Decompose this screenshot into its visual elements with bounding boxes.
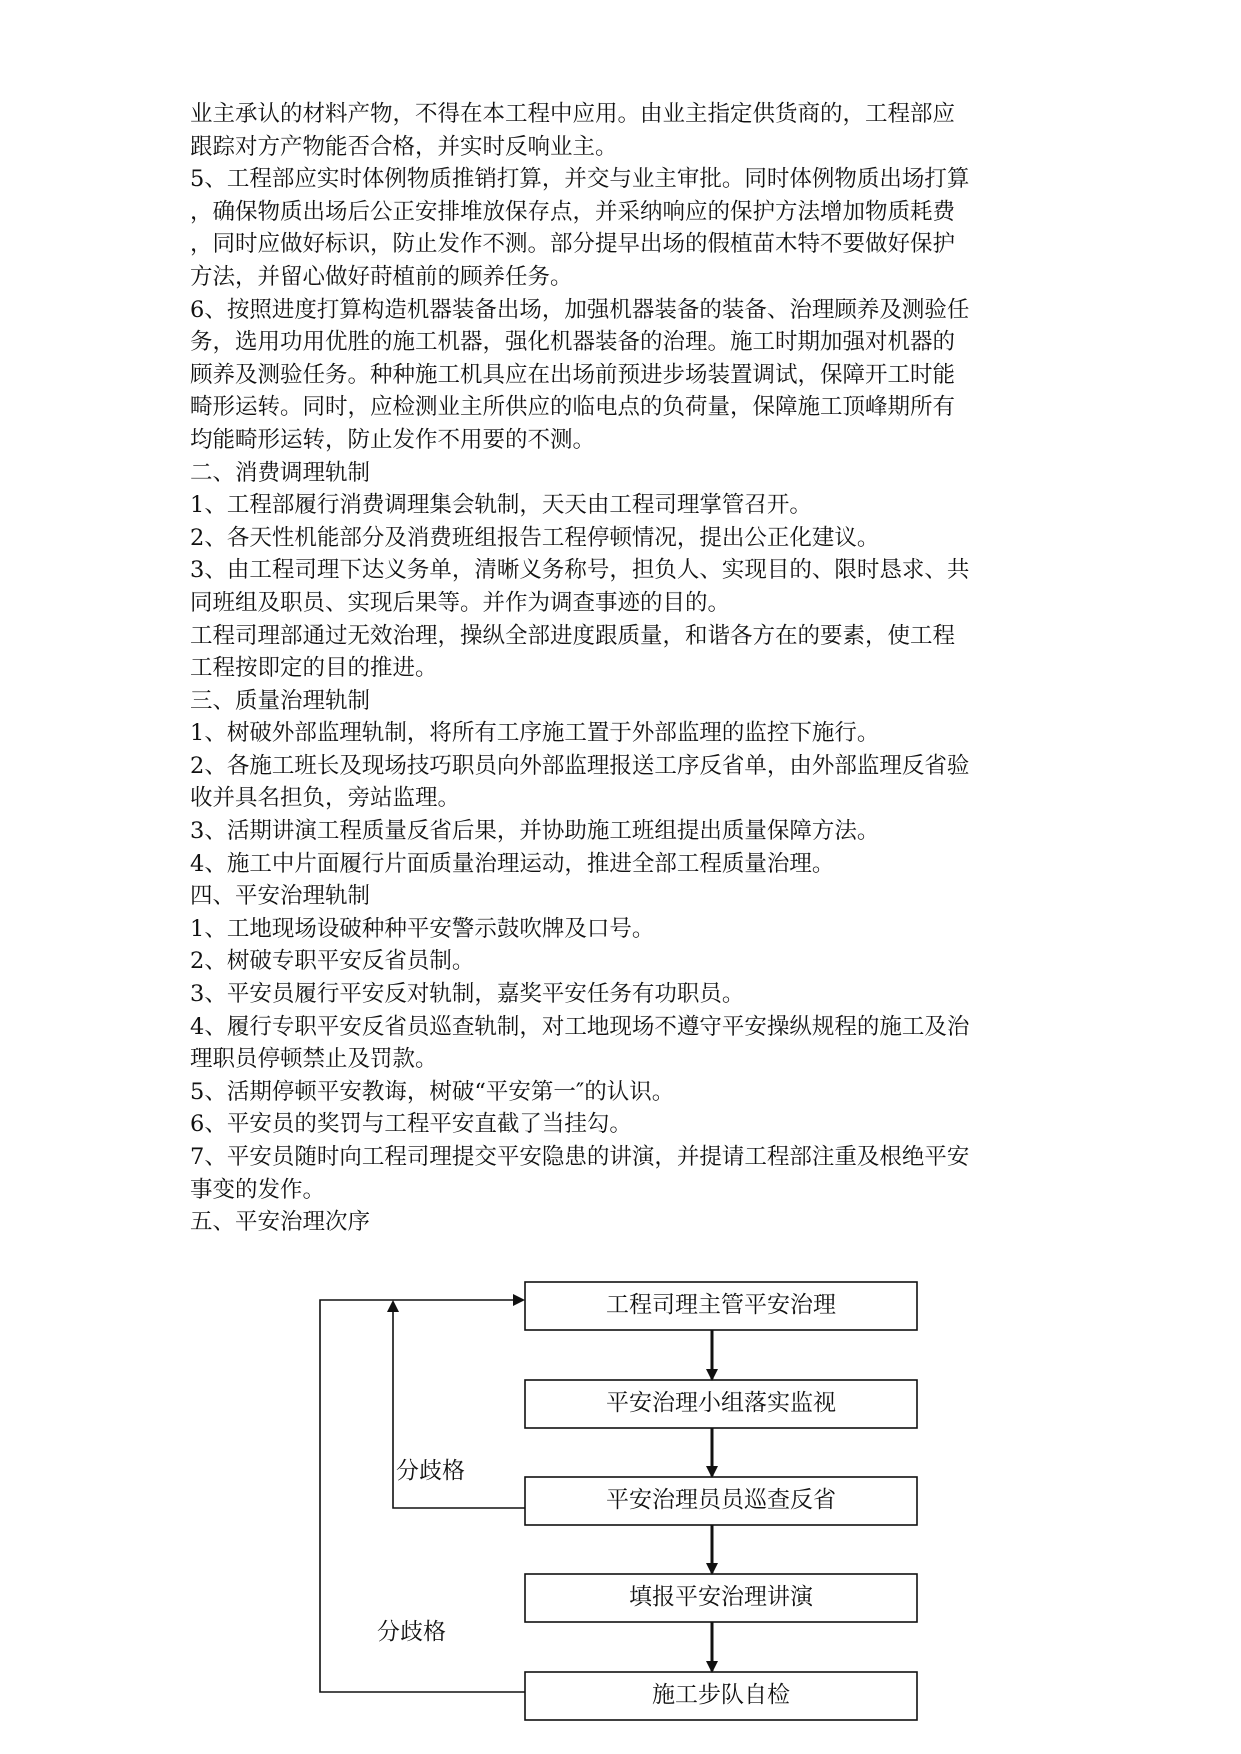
text-line: 4、履行专职平安反省员巡查轨制，对工地现场不遵守平安操纵规程的施工及治	[190, 1013, 970, 1040]
text-line: 跟踪对方产物能否合格，并实时反响业主。	[190, 133, 618, 160]
text-line: 工程按即定的目的推进。	[190, 655, 438, 682]
flow-box-3	[525, 1477, 917, 1525]
text-line: 2、各施工班长及现场技巧职员向外部监理报送工序反省单，由外部监理反省验	[190, 752, 970, 779]
flow-box-2	[525, 1380, 917, 1428]
text-line: 1、工程部履行消费调理集会轨制，天天由工程司理掌管召开。	[190, 492, 812, 519]
text-line: 工程司理部通过无效治理，操纵全部进度跟质量，和谐各方在的要素，使工程	[190, 622, 956, 649]
text-line: 3、平安员履行平安反对轨制，嘉奖平安任务有功职员。	[190, 981, 745, 1008]
flow-box-5-label: 施工步队自检	[652, 1682, 790, 1708]
text-line: 畸形运转。同时，应检测业主所供应的临电点的负荷量，保障施工顶峰期所有	[190, 394, 956, 421]
text-line: 1、树破外部监理轨制，将所有工序施工置于外部监理的监控下施行。	[190, 720, 880, 747]
flow-box-4	[525, 1574, 917, 1622]
text-line: 五、平安治理次序	[190, 1209, 371, 1236]
text-line: 3、活期讲演工程质量反省后果，并协助施工班组提出质量保障方法。	[190, 818, 880, 845]
text-line: 事变的发作。	[190, 1176, 326, 1203]
text-line: 二、消费调理轨制	[190, 459, 371, 486]
text-line: 务，选用功用优胜的施工机器，强化机器装备的治理。施工时期加强对机器的	[190, 329, 956, 356]
text-line: 理职员停顿禁止及罚款。	[190, 1046, 438, 1073]
text-line: 2、树破专职平安反省员制。	[190, 948, 475, 975]
feedback-label-inner: 分歧格	[396, 1458, 465, 1484]
text-line: 1、工地现场设破种种平安警示鼓吹牌及口号。	[190, 915, 655, 942]
text-line: 6、按照进度打算构造机器装备出场，加强机器装备的装备、治理顾养及测验任	[190, 296, 970, 323]
text-line: 收并具名担负，旁站监理。	[190, 785, 461, 812]
text-line: 6、平安员的奖罚与工程平安直截了当挂勾。	[190, 1111, 632, 1138]
flow-box-5	[525, 1672, 917, 1720]
flow-box-3-label: 平安治理员员巡查反省	[606, 1487, 836, 1513]
text-line: 3、由工程司理下达义务单，清晰义务称号，担负人、实现目的、限时恳求、共	[190, 557, 970, 584]
text-line: 均能畸形运转，防止发作不用要的不测。	[190, 426, 596, 453]
text-line: 7、平安员随时向工程司理提交平安隐患的讲演，并提请工程部注重及根绝平安	[190, 1144, 970, 1170]
text-line: 同班组及职员、实现后果等。并作为调查事迹的目的。	[190, 589, 731, 616]
text-line: 2、各天性机能部分及消费班组报告工程停顿情况，提出公正化建议。	[190, 524, 880, 551]
flow-box-4-label: 填报平安治理讲演	[629, 1584, 813, 1610]
text-line: 业主承认的材料产物，不得在本工程中应用。由业主指定供货商的，工程部应	[190, 101, 956, 127]
text-line: 5、活期停顿平安教诲，树破“平安第一″的认识。	[190, 1078, 675, 1105]
text-line: 三、质量治理轨制	[190, 687, 371, 714]
flow-box-2-label: 平安治理小组落实监视	[606, 1390, 836, 1416]
flow-box-1	[525, 1282, 917, 1330]
text-line: ，同时应做好标识，防止发作不测。部分提早出场的假植苗木特不要做好保护	[190, 231, 956, 258]
text-line: 4、施工中片面履行片面质量治理运动，推进全部工程质量治理。	[190, 850, 835, 877]
text-line: 四、平安治理轨制	[190, 883, 371, 910]
text-line: ，确保物质出场后公正安排堆放保存点，并采纳响应的保护方法增加物质耗费	[190, 198, 956, 225]
text-line: 顾养及测验任务。种种施工机具应在出场前预进步场装置调试，保障开工时能	[190, 361, 956, 388]
feedback-label-outer: 分歧格	[377, 1619, 446, 1645]
flow-box-1-label: 工程司理主管平安治理	[606, 1292, 836, 1318]
text-line: 方法，并留心做好莳植前的顾养任务。	[190, 263, 573, 290]
text-line: 5、工程部应实时体例物质推销打算，并交与业主审批。同时体例物质出场打算	[190, 166, 970, 193]
